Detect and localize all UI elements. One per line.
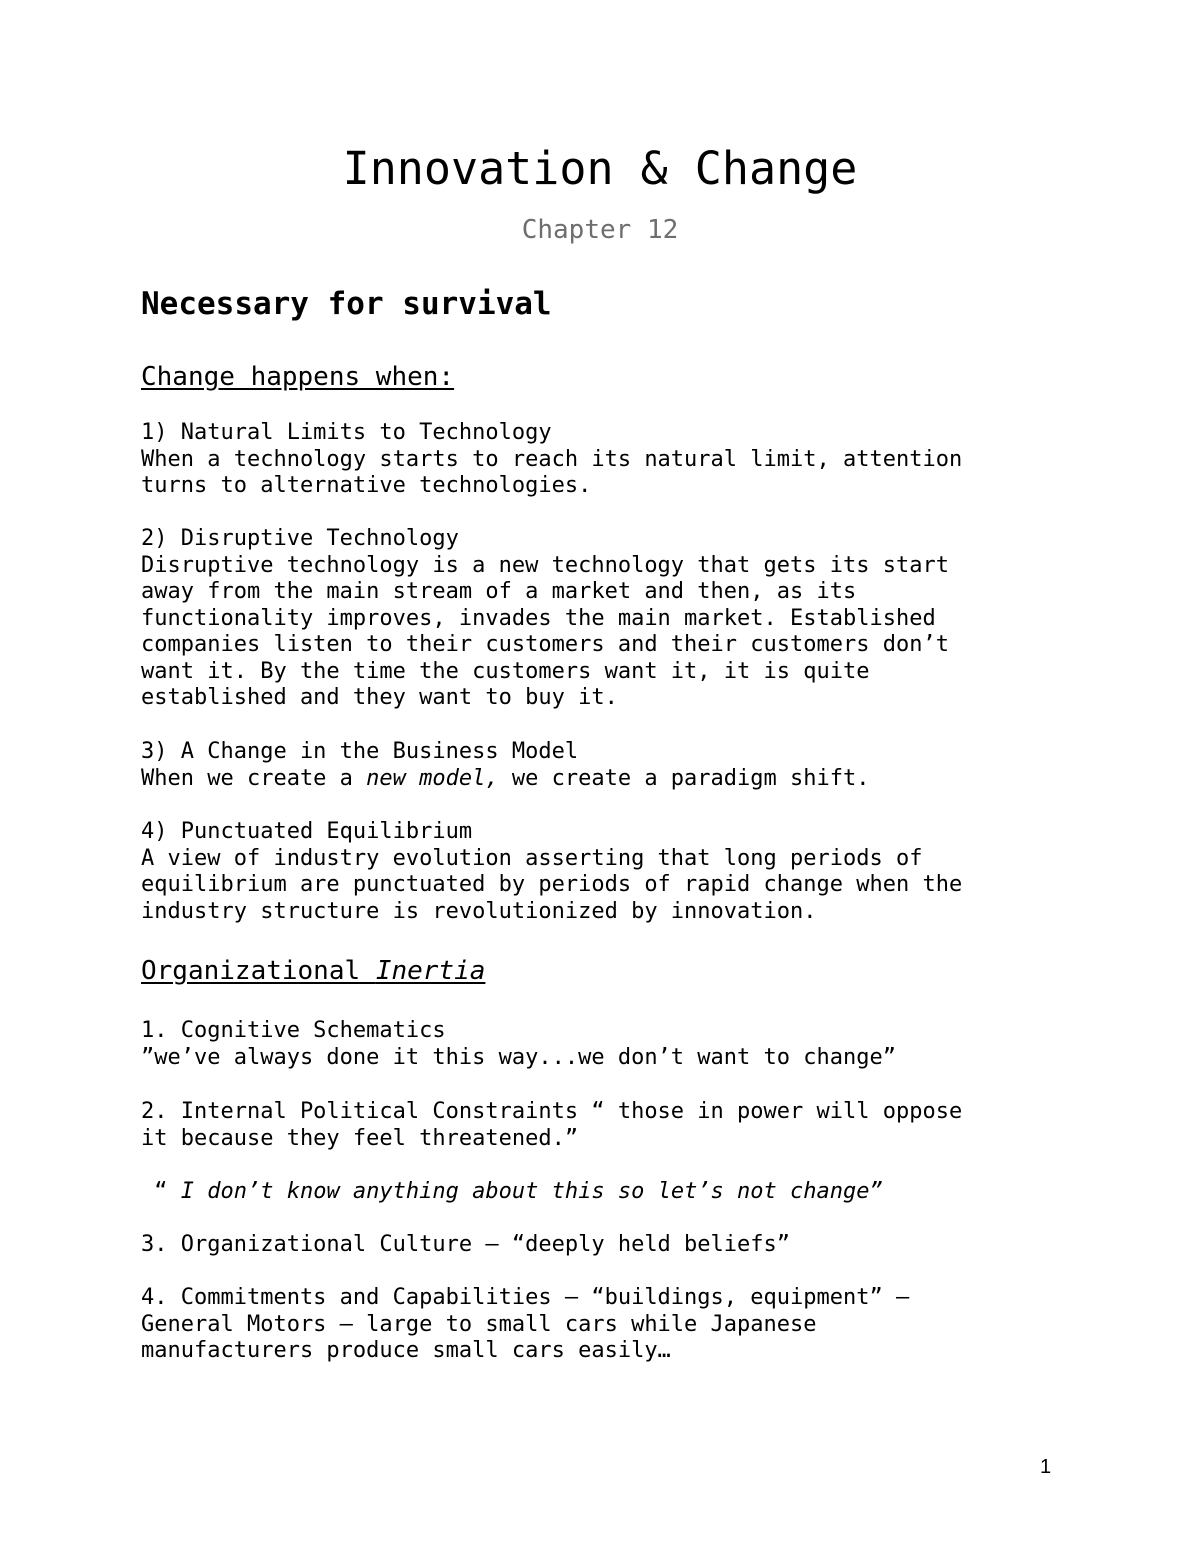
change-item-3-line-em: new model, [366, 765, 499, 791]
inertia-item-2-quote-open: “ [141, 1179, 181, 1204]
document-title: Innovation & Change [342, 142, 858, 195]
inertia-item-2-quote-em: I don’t know anything about this so let’s not change” [180, 1179, 883, 1204]
change-item-3-line [141, 766, 870, 793]
change-item-2-line-4: companies listen to their customers and their customers don’t [141, 632, 949, 657]
section-heading-change: Change happens when: [141, 362, 455, 392]
inertia-item-2-line-2: it because they feel threatened.” [141, 1125, 579, 1151]
main-heading: Necessary for survival [141, 286, 552, 322]
change-item-2-line-5: want it. By the time the customers want it, it is quite [141, 658, 870, 684]
section-heading-inertia-plain: Organizational [141, 956, 376, 986]
inertia-item-1-title: 1. Cognitive Schematics [141, 1018, 446, 1043]
inertia-item-1 [141, 1018, 896, 1071]
change-item-1-line-1: When a technology starts to reach its natural limit, attention [141, 446, 963, 472]
change-item-4-line-2: equilibrium are punctuated by periods of rapid change when the [141, 872, 963, 897]
change-item-4-title: 4) Punctuated Equilibrium [141, 819, 473, 844]
change-item-2-line-3: functionality improves, invades the main market. Established [141, 605, 936, 631]
page-number: 1 [1040, 1456, 1052, 1478]
change-item-2-line-6: established and they want to buy it. [141, 685, 618, 710]
change-item-2-line-2: away from the main stream of a market and then, as its [141, 579, 857, 604]
section-heading-inertia [141, 954, 485, 988]
change-item-4 [141, 819, 962, 925]
change-item-4-line-1: A view of industry evolution asserting that long periods of [141, 845, 923, 871]
inertia-item-2-line-1: 2. Internal Political Constraints “ those in power will oppose [141, 1099, 963, 1124]
inertia-item-4-line-1: 4. Commitments and Capabilities – “buildings, equipment” – [141, 1285, 910, 1310]
inertia-item-4-line-3: manufacturers produce small cars easily… [141, 1338, 671, 1363]
change-item-3-line-post: we create a paradigm shift. [498, 765, 870, 791]
inertia-item-1-quote: ”we’ve always done it this way...we don’t want to change” [141, 1044, 896, 1070]
section-heading-inertia-em: Inertia [375, 956, 486, 986]
inertia-item-4-line-2: General Motors – large to small cars while Japanese [141, 1311, 817, 1337]
change-item-1-line-2: turns to alternative technologies. [141, 473, 592, 498]
inertia-item-2 [141, 1099, 962, 1152]
change-item-4-line-3: industry structure is revolutionized by innovation. [141, 898, 817, 924]
inertia-item-3: 3. Organizational Culture – “deeply held beliefs” [141, 1232, 791, 1257]
change-item-2-line-1: Disruptive technology is a new technology that gets its start [141, 552, 949, 578]
inertia-item-2-quote [141, 1179, 883, 1206]
change-item-1 [141, 420, 962, 500]
change-item-3 [141, 739, 870, 792]
change-item-1-title: 1) Natural Limits to Technology [141, 420, 552, 445]
change-item-3-title: 3) A Change in the Business Model [141, 739, 579, 764]
change-item-2 [141, 526, 949, 712]
change-item-3-line-pre: When we create a [141, 765, 367, 791]
document-subtitle: Chapter 12 [521, 215, 679, 245]
inertia-item-4 [141, 1285, 909, 1365]
change-item-2-title: 2) Disruptive Technology [141, 526, 459, 551]
